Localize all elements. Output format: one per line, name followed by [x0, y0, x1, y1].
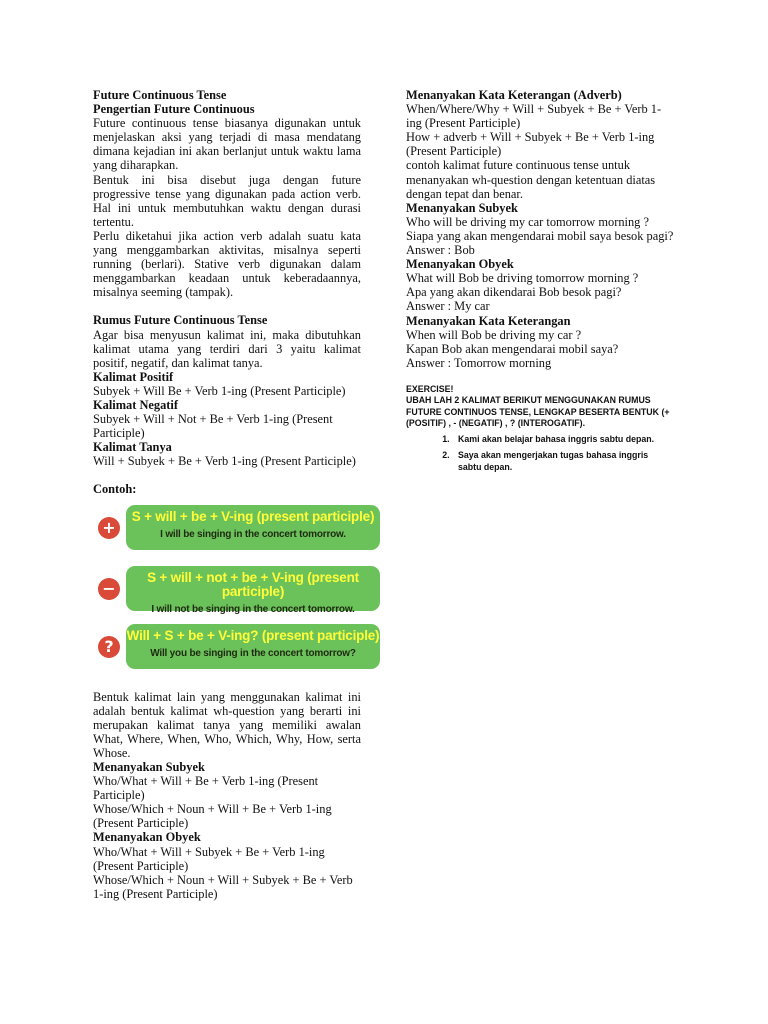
example-formula: Will + S + be + V-ing? (present participle) — [126, 627, 380, 643]
example-answer: Answer : Tomorrow morning — [406, 355, 552, 370]
example-translation: Siapa yang akan mengendarai mobil saya besok pagi? — [406, 228, 674, 243]
paragraph: contoh kalimat future continuous tense untuk menanyakan wh-question dengan ketentuan diatas dengan tepat dan benar. — [406, 158, 656, 201]
formula-tanya: Will + Subyek + Be + Verb 1-ing (Present Participle) — [93, 454, 356, 469]
example-translation: Apa yang akan dikendarai Bob besok pagi? — [406, 285, 622, 300]
subheading-tanya: Kalimat Tanya — [93, 440, 172, 455]
subheading-keterangan: Menanyakan Kata Keterangan — [406, 313, 571, 328]
exercise-instructions: UBAH LAH 2 KALIMAT BERIKUT MENGGUNAKAN RUMUS FUTURE CONTINUOS TENSE, LENGKAP BESERTA BENTUK (+ (POSITIF) , - (NEGATIF) , ? (INTEROGATIF). — [406, 395, 670, 429]
exercise-item: 2. Saya akan mengerjakan tugas bahasa inggris sabtu depan. — [452, 450, 674, 473]
subheading-subyek: Menanyakan Subyek — [406, 200, 518, 215]
subheading-positif: Kalimat Positif — [93, 369, 174, 384]
example-sentence: I will not be singing in the concert tomorrow. — [151, 603, 355, 615]
paragraph: Agar bisa menyusun kalimat ini, maka dibutuhkan kalimat utama yang terdiri dari 3 yaitu kalimat positif, negatif, dan kalimat tanya. — [93, 327, 361, 370]
example-question — [93, 624, 381, 669]
example-banner — [126, 566, 380, 615]
question-icon: ? — [98, 636, 120, 658]
subheading-negatif: Kalimat Negatif — [93, 397, 178, 412]
paragraph: Bentuk kalimat lain yang menggunakan kalimat ini adalah bentuk kalimat wh-question yang berarti ini merupakan kalimat tanya yang memiliki awalan What, Where, When, Who, Which, Why, How, serta Whose. — [93, 689, 361, 760]
examples-graphic — [93, 505, 380, 680]
example-answer: Answer : Bob — [406, 243, 475, 258]
example-answer: Answer : My car — [406, 299, 490, 314]
example-positive — [93, 505, 381, 550]
paragraph: Future continuous tense biasanya digunakan untuk menjelaskan aksi yang terjadi di masa mendatang dimana kejadian ini akan berlanjut untuk waktu lama yang diharapkan. — [93, 116, 361, 173]
formula: Whose/Which + Noun + Will + Be + Verb 1-ing (Present Participle) — [93, 802, 332, 831]
formula: When/Where/Why + Will + Subyek + Be + Verb 1-ing (Present Participle) — [406, 102, 662, 131]
formula: Who/What + Will + Be + Verb 1-ing (Present Participle) — [93, 774, 319, 803]
paragraph: Bentuk ini bisa disebut juga dengan future progressive tense yang digunakan pada action verb. Hal ini untuk membutuhkan waktu dengan durasi tertentu. — [93, 172, 361, 229]
document-title: Future Continuous Tense — [93, 88, 227, 102]
formula: How + adverb + Will + Subyek + Be + Verb 1-ing (Present Participle) — [406, 130, 655, 159]
example-translation: Kapan Bob akan mengendarai mobil saya? — [406, 341, 619, 356]
subheading-obyek: Menanyakan Obyek — [93, 830, 201, 845]
example-negative — [93, 566, 381, 615]
example-formula: S + will + be + V-ing (present participle) — [131, 508, 375, 524]
example-sentence: Will you be singing in the concert tomorrow? — [150, 647, 356, 659]
minus-icon: − — [98, 578, 120, 600]
formula: Who/What + Will + Subyek + Be + Verb 1-ing (Present Participle) — [93, 844, 325, 873]
plus-icon: + — [98, 517, 120, 539]
right-column — [406, 88, 674, 478]
paragraph: Perlu diketahui jika action verb adalah suatu kata yang menggambarkan aktivitas, misalnya seperti running (berlari). Stative verb digunakan dalam menggambarkan keadaan untuk keberadaannya, misalnya seeming (tampak). — [93, 228, 361, 300]
exercise-item: 1. Kami akan belajar bahasa inggris sabtu depan. — [452, 434, 674, 446]
exercise-section — [406, 384, 674, 474]
example-question: What will Bob be driving tomorrow morning ? — [406, 271, 639, 286]
subheading-obyek: Menanyakan Obyek — [406, 257, 514, 272]
contoh-heading: Contoh: — [93, 482, 137, 497]
subheading-adverb: Menanyakan Kata Keterangan (Adverb) — [406, 88, 622, 102]
subheading-subyek: Menanyakan Subyek — [93, 760, 205, 774]
example-question: Who will be driving my car tomorrow morning ? — [406, 214, 649, 229]
example-question: When will Bob be driving my car ? — [406, 327, 582, 342]
example-formula: S + will + not + be + V-ing (present participle) — [147, 569, 359, 599]
formula-negatif: Subyek + Will + Not + Be + Verb 1-ing (Present Participle) — [93, 412, 333, 441]
formula: Whose/Which + Noun + Will + Subyek + Be + Verb 1-ing (Present Participle) — [93, 872, 353, 901]
exercise-heading: EXERCISE! — [406, 383, 454, 394]
example-banner — [126, 624, 380, 669]
example-sentence: I will be singing in the concert tomorrow. — [160, 528, 346, 540]
left-column — [93, 88, 380, 901]
exercise-list — [406, 434, 674, 474]
formula-positif: Subyek + Will Be + Verb 1-ing (Present Participle) — [93, 383, 346, 398]
section-heading-pengertian: Pengertian Future Continuous — [93, 102, 255, 117]
example-banner — [126, 505, 380, 550]
section-heading-rumus: Rumus Future Continuous Tense — [93, 313, 268, 328]
